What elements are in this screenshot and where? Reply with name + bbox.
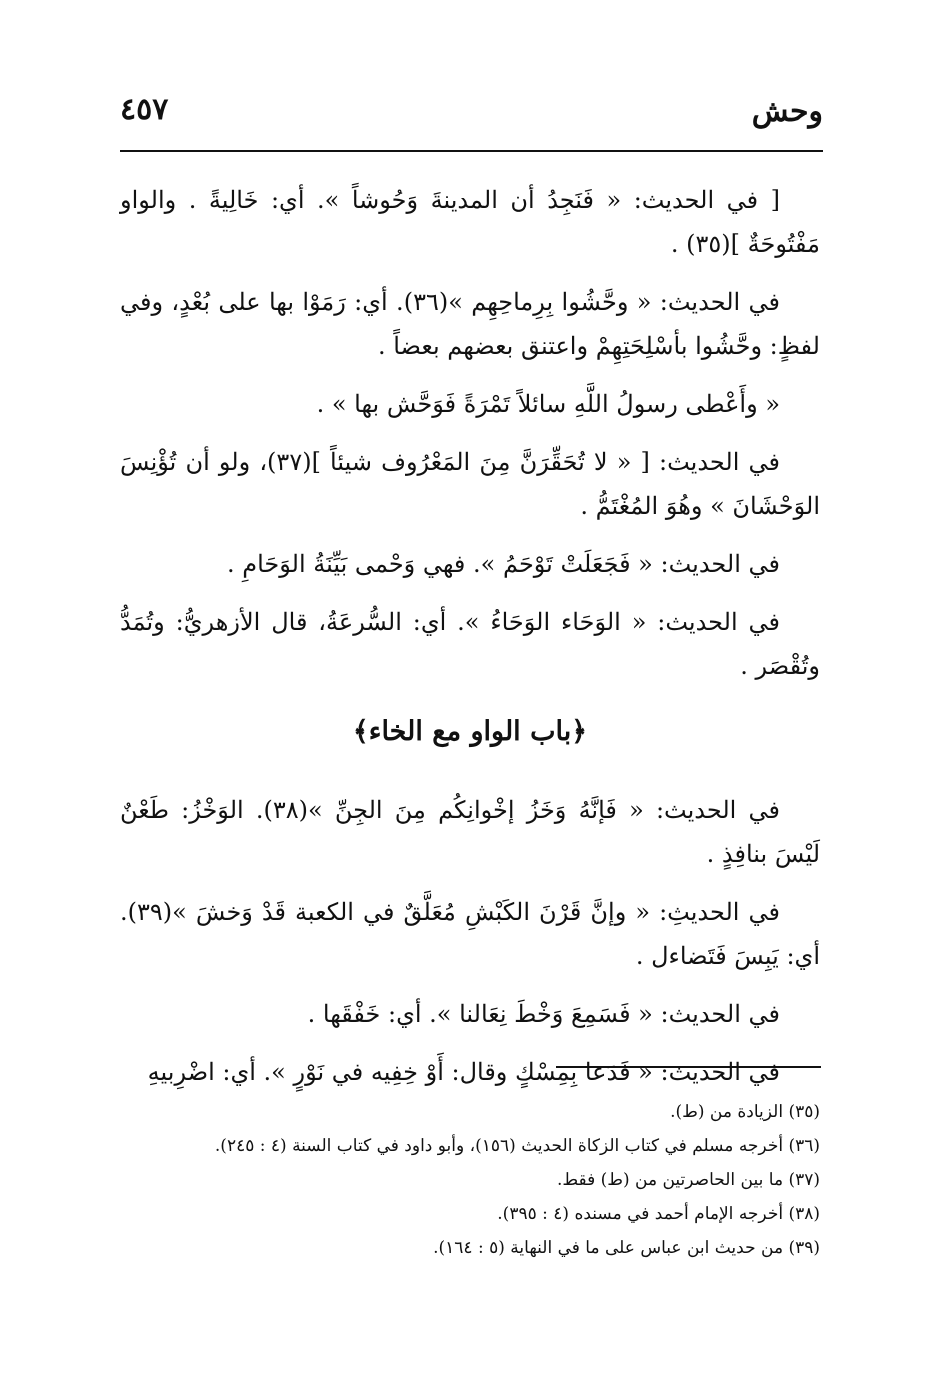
paragraph: في الحديث: « وحَّشُوا بِرِماحِهِم »(٣٦). أي: رَمَوْا بها على بُعْدٍ، وفي لفظٍ: وحَّشُوا بأسْلِحَتِهِمْ واعتنق بعضهم بعضاً .: [120, 288, 820, 360]
footnote: (٣٩) من حديث ابن عباس على ما في النهاية (٥ : ١٦٤).: [433, 1238, 820, 1258]
footnote: (٣٧) ما بين الحاصرتين من (ط) فقط.: [556, 1170, 820, 1190]
paragraph: في الحديث: « فَجَعَلَتْ تَوْحَمُ ». فهي وَحْمى بَيِّنَةُ الوَحَامِ .: [227, 550, 780, 578]
paragraph: في الحديث: « فَدَعا بِمِسْكٍ وقال: أَوْ خِفِيه في نَوْرٍ ». أي: اضْرِبيهِ: [147, 1058, 780, 1086]
footnote-divider: [556, 1066, 821, 1068]
paragraph: [ في الحديث: « فَنَجِدُ أن المدينةَ وَحُوشاً ». أي: خَالِيةً . والواو مَفْتُوحَةٌ ](٣٥) .: [120, 186, 820, 258]
paragraph: في الحديث: « فَسَمِعَ وَخْطَ نِعَالنا ». أي: خَفْقَها .: [307, 1000, 780, 1028]
page-number: ٤٥٧: [120, 92, 169, 127]
paragraph: « وأَعْطى رسولُ اللَّهِ سائلاً تَمْرَةً فَوَحَّش بها » .: [316, 390, 780, 418]
paragraph: في الحديث: [ « لا تُحَقِّرَنَّ مِنَ المَعْرُوف شيئاً ](٣٧)، ولو أن تُؤْنِسَ الوَحْشَانَ » وهُوَ المُغْتَمُّ .: [120, 448, 820, 520]
section-title: ﴿باب الواو مع الخاء﴾: [352, 716, 588, 747]
footnote: (٣٥) الزيادة من (ط).: [670, 1102, 820, 1122]
page-header: [120, 88, 823, 138]
header-divider: [120, 150, 823, 152]
paragraph: في الحديثِ: « وإنَّ قَرْنَ الكَبْشِ مُعَلَّقٌ في الكعبة قَدْ وَخشَ »(٣٩). أي: يَبِسَ فَتَضاءل .: [120, 898, 820, 970]
paragraph: في الحديث: « الوَحَاء الوَحَاءُ ». أي: السُّرعَةُ، قال الأزهريُّ: وتُمَدُّ وتُقْصَر .: [120, 608, 820, 680]
main-text: [120, 178, 820, 1108]
footnote: (٣٨) أخرجه الإمام أحمد في مسنده (٤ : ٣٩٥).: [497, 1204, 820, 1224]
paragraph: في الحديث: « فَإنَّهُ وَخَزُ إخْوانِكُم مِنَ الجِنِّ »(٣٨). الوَخْزُ: طَعْنٌ لَيْسَ بنافِذٍ .: [120, 796, 820, 868]
footnotes: [120, 1098, 820, 1268]
header-entry-word: وحش: [751, 94, 823, 129]
footnote: (٣٦) أخرجه مسلم في كتاب الزكاة الحديث (١٥٦)، وأبو داود في كتاب السنة (٤ : ٢٤٥).: [214, 1136, 820, 1156]
